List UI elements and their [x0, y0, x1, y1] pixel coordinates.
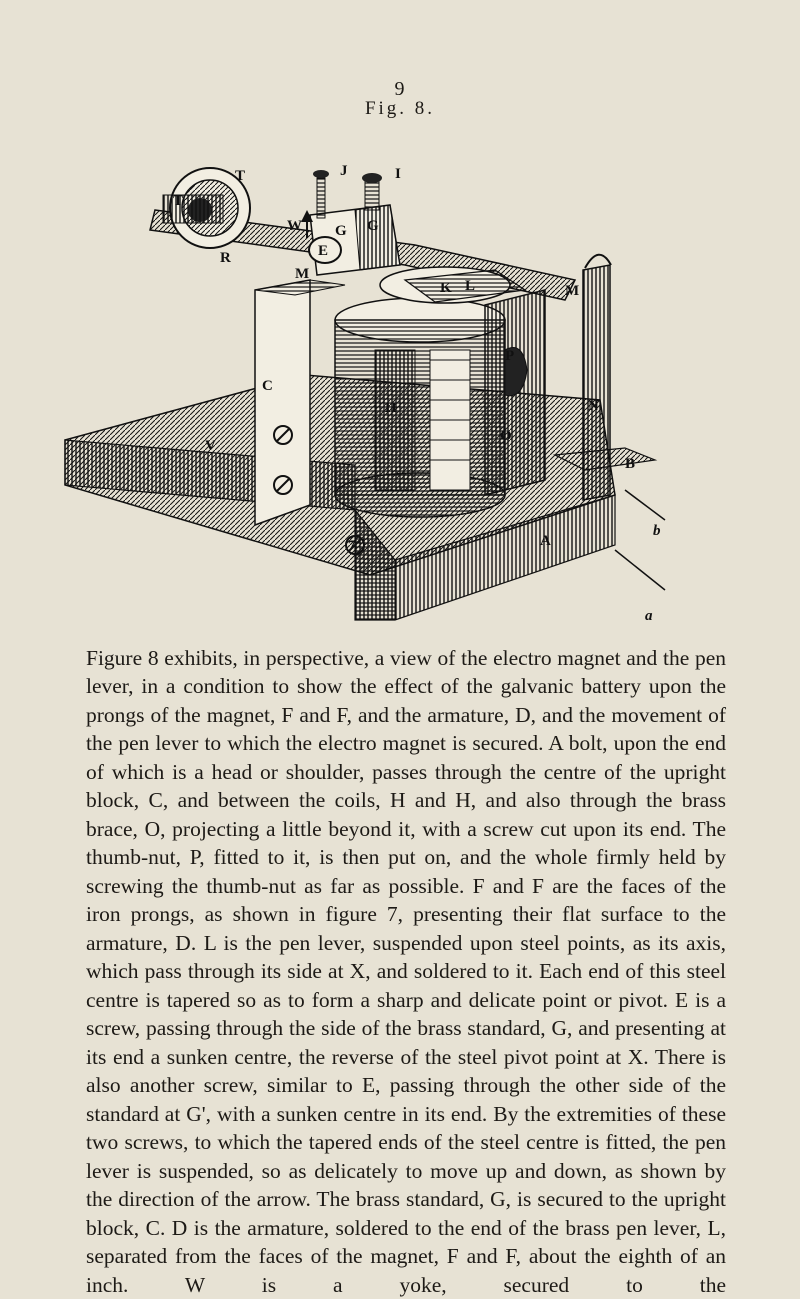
label-e: E [318, 243, 329, 259]
page-number: 9 [394, 78, 406, 100]
label-w: W [287, 218, 302, 234]
label-t2: T [235, 168, 246, 184]
label-o: O [500, 428, 512, 444]
label-v: V [205, 438, 216, 454]
label-c: C [262, 378, 273, 394]
label-t: T [173, 193, 184, 209]
label-m-right: M [565, 283, 580, 299]
label-i: I [395, 166, 401, 182]
label-b-lower: b [653, 523, 661, 539]
upright-block [255, 280, 310, 525]
label-j: J [340, 163, 348, 179]
label-n: N [588, 398, 599, 414]
label-m-left: M [295, 266, 310, 282]
coil-h [335, 320, 505, 495]
label-k: K [440, 280, 452, 296]
label-h: H [385, 400, 397, 416]
body-paragraph: Figure 8 exhibits, in perspective, a view of the electro magnet and the pen lever, in a condition to show the effect of the galvanic battery upon the prongs of the magnet, F and F, and the armature, D, and the movement of the pen lever to which the electro magnet is secured. A bolt, upon the end of which is a head or shoulder, passes through the centre of the upright block, C, and between the coils, H and H, and also through the brass brace, O, projecting a little beyond it, with a screw cut upon its end. The thumb-nut, P, fitted to it, is then put on, and the whole firmly held by screwing the thumb-nut as far as possible. F and F are the faces of the iron prongs, as shown in figure 7, presenting their flat surface to the armature, D. L is the pen lever, suspended upon steel points, as its axis, which pass through its side at X, and soldered to it. Each end of this steel centre is tapered so as to form a sharp and delicate point or pivot. E is a screw, passing through the side of the brass standard, G, and presenting at its end a sunken centre, the reverse of the steel pivot point at X. There is also another screw, similar to E, passing through the other side of the standard at G', with a sunken centre in its end. By the extremities of these two screws, to which the tapered ends of the steel centre is fitted, the pen lever is suspended, so as delicately to move up and down, as shown by the direction of the arrow. The brass standard, G, is secured to the upright block, C. D is the armature, soldered to the end of the brass pen lever, L, separated from the faces of the magnet, F and F, about the eighth of an inch. W is a yoke, secured to the [86, 645, 726, 1297]
label-g: G [335, 223, 347, 239]
label-p: P [505, 348, 515, 364]
label-a-lower: a [645, 608, 653, 624]
label-r: R [220, 250, 231, 266]
label-b-upper: B [625, 456, 636, 472]
label-g2: G [367, 218, 379, 234]
label-seven: 7 [348, 538, 356, 554]
electro-magnet-illustration [55, 150, 755, 630]
label-a-upper: A [540, 533, 551, 549]
label-l: L [465, 278, 476, 294]
figure-caption: Fig. 8. [364, 98, 436, 119]
